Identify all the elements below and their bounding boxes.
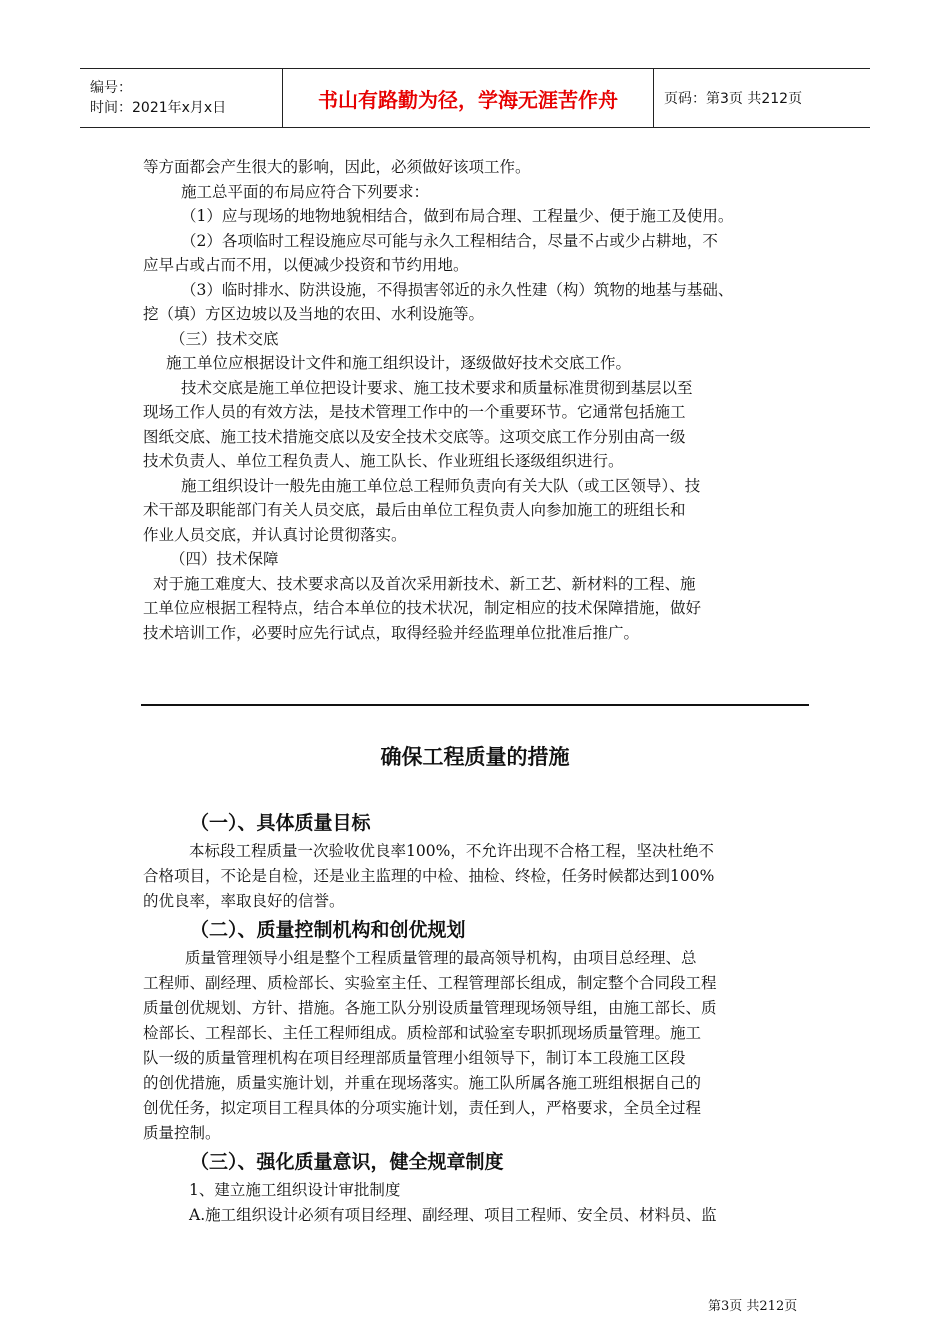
motto-text: 书山有路勤为径，学海无涯苦作舟	[318, 87, 618, 112]
section-divider	[141, 704, 809, 706]
paragraph-line: （1）应与现场的地物地貌相结合，做到布局合理、工程量少、便于施工及使用。	[181, 207, 734, 225]
paragraph-line: 合格项目，不论是自检，还是业主监理的中检、抽检、终检，任务时候都达到100%	[143, 867, 715, 885]
paragraph-line: 施工单位应根据设计文件和施工组织设计，逐级做好技术交底工作。	[166, 354, 632, 372]
paragraph-line: 技术培训工作，必要时应先行试点，取得经验并经监理单位批准后推广。	[143, 623, 640, 642]
paragraph-line: 的优良率，率取良好的信誉。	[143, 892, 345, 910]
paragraph-line: 图纸交底、施工技术措施交底以及安全技术交底等。这项交底工作分别由高一级	[143, 427, 686, 446]
subheading-line: （三）技术交底	[170, 329, 279, 348]
time-label: 时间：2021年x月x日	[90, 100, 227, 116]
page-header	[80, 68, 870, 128]
body-text-block	[143, 155, 815, 645]
paragraph-line: 1、建立施工组织设计审批制度	[189, 1181, 401, 1199]
paragraph-line: A.施工组织设计必须有项目经理、副经理、项目工程师、安全员、材料员、监	[189, 1206, 717, 1224]
paragraph-line: （3）临时排水、防洪设施，不得损害邻近的永久性建（构）筑物的地基与基础、	[181, 280, 734, 299]
heading-quality-goals: （一）、具体质量目标	[190, 812, 371, 834]
number-label: 编号：	[90, 80, 132, 96]
subheading-line: （四）技术保障	[170, 550, 279, 568]
paragraph-line: 对于施工难度大、技术要求高以及首次采用新技术、新工艺、新材料的工程、施	[153, 574, 696, 593]
heading-quality-control: （二）、质量控制机构和创优规划	[190, 919, 466, 941]
paragraph-line: 质量创优规划、方针、措施。各施工队分别设质量管理现场领导组，由施工部长、质	[143, 999, 717, 1017]
quality-section	[143, 807, 815, 1228]
paragraph-line: 本标段工程质量一次验收优良率100%，不允许出现不合格工程，坚决杜绝不	[189, 842, 714, 860]
header-page-info	[654, 69, 870, 127]
paragraph-line: 术干部及职能部门有关人员交底，最后由单位工程负责人向参加施工的班组长和	[143, 501, 686, 519]
section-title: 确保工程质量的措施	[380, 745, 570, 769]
page-footer: 第3页 共212页	[708, 1299, 798, 1314]
header-motto	[282, 69, 654, 127]
paragraph-line: 应早占或占而不用，以便减少投资和节约用地。	[143, 256, 469, 274]
paragraph-line: 技术负责人、单位工程负责人、施工队长、作业班组长逐级组织进行。	[143, 452, 624, 470]
paragraph-line: 施工总平面的布局应符合下列要求：	[181, 182, 430, 201]
paragraph-line: 等方面都会产生很大的影响，因此，必须做好该项工作。	[143, 158, 531, 176]
paragraph-line: （2）各项临时工程设施应尽可能与永久工程相结合，尽量不占或少占耕地，不	[181, 231, 718, 250]
paragraph-line: 现场工作人员的有效方法，是技术管理工作中的一个重要环节。它通常包括施工	[143, 403, 686, 421]
paragraph-line: 队一级的质量管理机构在项目经理部质量管理小组领导下，制订本工段施工区段	[143, 1049, 686, 1067]
paragraph-line: 技术交底是施工单位把设计要求、施工技术要求和质量标准贯彻到基层以至	[181, 378, 693, 397]
heading-quality-awareness: （三）、强化质量意识，健全规章制度	[190, 1151, 504, 1173]
header-meta	[80, 69, 282, 127]
paragraph-line: 作业人员交底，并认真讨论贯彻落实。	[143, 525, 407, 544]
paragraph-line: 挖（填）方区边坡以及当地的农田、水利设施等。	[143, 305, 485, 323]
paragraph-line: 工单位应根据工程特点，结合本单位的技术状况，制定相应的技术保障措施，做好	[143, 599, 702, 617]
paragraph-line: 创优任务，拟定项目工程具体的分项实施计划，责任到人，严格要求，全员全过程	[143, 1099, 702, 1117]
paragraph-line: 的创优措施，质量实施计划，并重在现场落实。施工队所属各施工班组根据自己的	[143, 1074, 702, 1092]
paragraph-line: 质量管理领导小组是整个工程质量管理的最高领导机构，由项目总经理、总	[185, 949, 697, 967]
paragraph-line: 检部长、工程部长、主任工程师组成。质检部和试验室专职抓现场质量管理。施工	[143, 1024, 702, 1042]
paragraph-line: 工程师、副经理、质检部长、实验室主任、工程管理部长组成，制定整个合同段工程	[143, 974, 717, 992]
paragraph-line: 施工组织设计一般先由施工单位总工程师负责向有关大队（或工区领导）、技	[181, 476, 701, 495]
paragraph-line: 质量控制。	[143, 1124, 221, 1142]
page-info-text: 页码：第3页 共212页	[664, 91, 803, 107]
